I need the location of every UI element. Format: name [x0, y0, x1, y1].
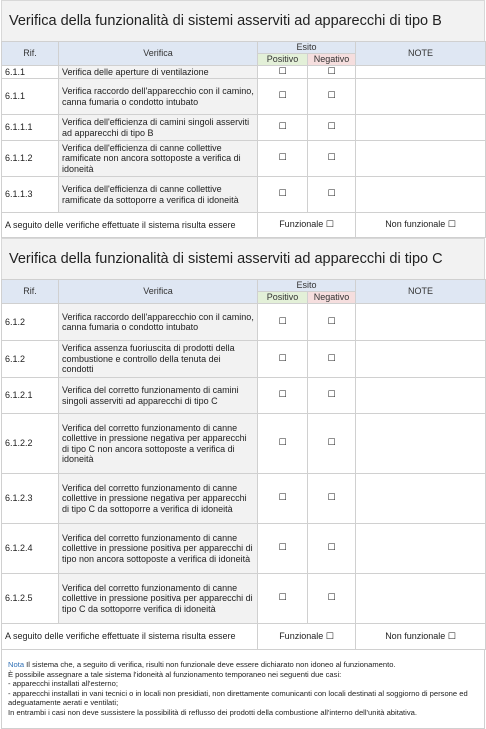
- positivo-checkbox[interactable]: ☐: [258, 574, 308, 624]
- note-cell[interactable]: [356, 474, 486, 524]
- funzionale-option[interactable]: Funzionale ☐: [258, 624, 356, 650]
- note-cell[interactable]: [356, 66, 486, 79]
- nota-box: [1, 650, 485, 729]
- verifica-table-tipo-b: [1, 41, 486, 238]
- row-verifica: Verifica del corretto funzionamento di camini singoli asserviti ad apparecchi di tipo C: [59, 378, 258, 414]
- row-verifica: Verifica delle aperture di ventilazione: [59, 66, 258, 79]
- note-cell[interactable]: [356, 141, 486, 177]
- positivo-checkbox[interactable]: ☐: [258, 341, 308, 378]
- table-row: [2, 177, 486, 213]
- row-verifica: Verifica dell'efficienza di canne collettive ramificate non ancora sottoposte a verifica di idoneità: [59, 141, 258, 177]
- row-rif: 6.1.2.4: [2, 524, 59, 574]
- funzionale-checkbox[interactable]: ☐: [325, 631, 334, 642]
- header-note: NOTE: [356, 280, 486, 304]
- positivo-checkbox[interactable]: ☐: [258, 177, 308, 213]
- row-verifica: Verifica dell'efficienza di camini singoli asserviti ad apparecchi di tipo B: [59, 115, 258, 141]
- row-verifica: Verifica del corretto funzionamento di canne collettive in pressione positiva per apparecchi di tipo C da sottoporre verifica di idoneità: [59, 574, 258, 624]
- row-rif: 6.1.2: [2, 341, 59, 378]
- header-positivo: Positivo: [258, 292, 308, 304]
- row-rif: 6.1.1.1: [2, 115, 59, 141]
- table-row: [2, 79, 486, 115]
- note-cell[interactable]: [356, 341, 486, 378]
- negativo-checkbox[interactable]: ☐: [308, 141, 356, 177]
- header-verifica: Verifica: [59, 42, 258, 66]
- nota-line-4: - apparecchi installati in vani tecnici o in locali non presidiati, non direttamente comunicanti con locali destinati al soggiorno di persone ed adeguatamente aerati e ventilati;: [8, 688, 468, 708]
- note-cell[interactable]: [356, 414, 486, 474]
- nota-line-3: - apparecchi installati all'esterno;: [8, 679, 118, 689]
- non-funzionale-option[interactable]: Non funzionale ☐: [356, 624, 486, 650]
- positivo-checkbox[interactable]: ☐: [258, 304, 308, 341]
- negativo-checkbox[interactable]: ☐: [308, 574, 356, 624]
- summary-row: [2, 213, 486, 238]
- positivo-checkbox[interactable]: ☐: [258, 524, 308, 574]
- header-rif: Rif.: [2, 42, 59, 66]
- nota-line-2: È possibile assegnare a tale sistema l'idoneità al funzionamento temporaneo nei seguenti due casi:: [8, 669, 342, 679]
- header-verifica: Verifica: [59, 280, 258, 304]
- row-verifica: Verifica del corretto funzionamento di canne collettive in pressione negativa per apparecchi di tipo C da sottoporre a verifica di idoneità: [59, 474, 258, 524]
- header-negativo: Negativo: [308, 292, 356, 304]
- table-row: [2, 304, 486, 341]
- row-rif: 6.1.2.5: [2, 574, 59, 624]
- header-positivo: Positivo: [258, 54, 308, 66]
- non-funzionale-option[interactable]: Non funzionale ☐: [356, 213, 486, 238]
- note-cell[interactable]: [356, 524, 486, 574]
- note-cell[interactable]: [356, 378, 486, 414]
- note-cell[interactable]: [356, 79, 486, 115]
- negativo-checkbox[interactable]: ☐: [308, 524, 356, 574]
- table-row: [2, 141, 486, 177]
- positivo-checkbox[interactable]: ☐: [258, 474, 308, 524]
- note-cell[interactable]: [356, 304, 486, 341]
- negativo-checkbox[interactable]: ☐: [308, 66, 356, 79]
- row-verifica: Verifica del corretto funzionamento di canne collettive in pressione positiva per apparecchi di tipo non ancora sottoposte a verifica di idoneità: [59, 524, 258, 574]
- note-cell[interactable]: [356, 177, 486, 213]
- row-rif: 6.1.1: [2, 66, 59, 79]
- table-row: [2, 524, 486, 574]
- table-row: [2, 574, 486, 624]
- negativo-checkbox[interactable]: ☐: [308, 341, 356, 378]
- header-rif: Rif.: [2, 280, 59, 304]
- section-title-tipo-b: Verifica della funzionalità di sistemi asserviti ad apparecchi di tipo B: [1, 0, 485, 41]
- positivo-checkbox[interactable]: ☐: [258, 66, 308, 79]
- note-cell[interactable]: [356, 574, 486, 624]
- header-esito: Esito: [258, 280, 356, 292]
- row-rif: 6.1.1: [2, 79, 59, 115]
- table-row: [2, 414, 486, 474]
- table-row: [2, 341, 486, 378]
- row-verifica: Verifica raccordo dell'apparecchio con il camino, canna fumaria o condotto intubato: [59, 304, 258, 341]
- row-rif: 6.1.1.3: [2, 177, 59, 213]
- negativo-checkbox[interactable]: ☐: [308, 177, 356, 213]
- non-funzionale-checkbox[interactable]: ☐: [447, 220, 456, 231]
- row-verifica: Verifica raccordo dell'apparecchio con il camino, canna fumaria o condotto intubato: [59, 79, 258, 115]
- note-cell[interactable]: [356, 115, 486, 141]
- negativo-checkbox[interactable]: ☐: [308, 115, 356, 141]
- row-verifica: Verifica assenza fuoriuscita di prodotti della combustione e controllo della tenuta dei condotti: [59, 341, 258, 378]
- row-rif: 6.1.2: [2, 304, 59, 341]
- positivo-checkbox[interactable]: ☐: [258, 79, 308, 115]
- positivo-checkbox[interactable]: ☐: [258, 115, 308, 141]
- row-rif: 6.1.2.2: [2, 414, 59, 474]
- positivo-checkbox[interactable]: ☐: [258, 141, 308, 177]
- header-esito: Esito: [258, 42, 356, 54]
- row-rif: 6.1.2.1: [2, 378, 59, 414]
- row-verifica: Verifica dell'efficienza di canne collettive ramificate da sottoporre a verifica di idoneità: [59, 177, 258, 213]
- negativo-checkbox[interactable]: ☐: [308, 79, 356, 115]
- positivo-checkbox[interactable]: ☐: [258, 414, 308, 474]
- row-rif: 6.1.1.2: [2, 141, 59, 177]
- nota-label: Nota: [8, 660, 25, 669]
- negativo-checkbox[interactable]: ☐: [308, 304, 356, 341]
- table-row: [2, 378, 486, 414]
- negativo-checkbox[interactable]: ☐: [308, 378, 356, 414]
- funzionale-checkbox[interactable]: ☐: [325, 220, 334, 231]
- page: [1, 0, 485, 729]
- negativo-checkbox[interactable]: ☐: [308, 414, 356, 474]
- summary-text: A seguito delle verifiche effettuate il sistema risulta essere: [2, 213, 258, 238]
- summary-text: A seguito delle verifiche effettuate il sistema risulta essere: [2, 624, 258, 650]
- table-row: [2, 474, 486, 524]
- verifica-table-tipo-c: [1, 279, 486, 650]
- positivo-checkbox[interactable]: ☐: [258, 378, 308, 414]
- section-title-tipo-c: Verifica della funzionalità di sistemi asserviti ad apparecchi di tipo C: [1, 238, 485, 279]
- table-row: [2, 115, 486, 141]
- row-rif: 6.1.2.3: [2, 474, 59, 524]
- row-verifica: Verifica del corretto funzionamento di canne collettive in pressione negativa per apparecchi di tipo C non ancora sottoposte a verifica di idoneità: [59, 414, 258, 474]
- nota-line-5: In entrambi i casi non deve sussistere la possibilità di reflusso dei prodotti della combustione all'interno dell'unità abitativa.: [8, 707, 417, 717]
- nota-line-1: Nota Il sistema che, a seguito di verifica, risulti non funzionale deve essere dichiarato non idoneo al funzionamento.: [8, 660, 396, 669]
- negativo-checkbox[interactable]: ☐: [308, 474, 356, 524]
- summary-row: [2, 624, 486, 650]
- header-negativo: Negativo: [308, 54, 356, 66]
- table-row: [2, 66, 486, 79]
- funzionale-option[interactable]: Funzionale ☐: [258, 213, 356, 238]
- header-note: NOTE: [356, 42, 486, 66]
- non-funzionale-checkbox[interactable]: ☐: [447, 631, 456, 642]
